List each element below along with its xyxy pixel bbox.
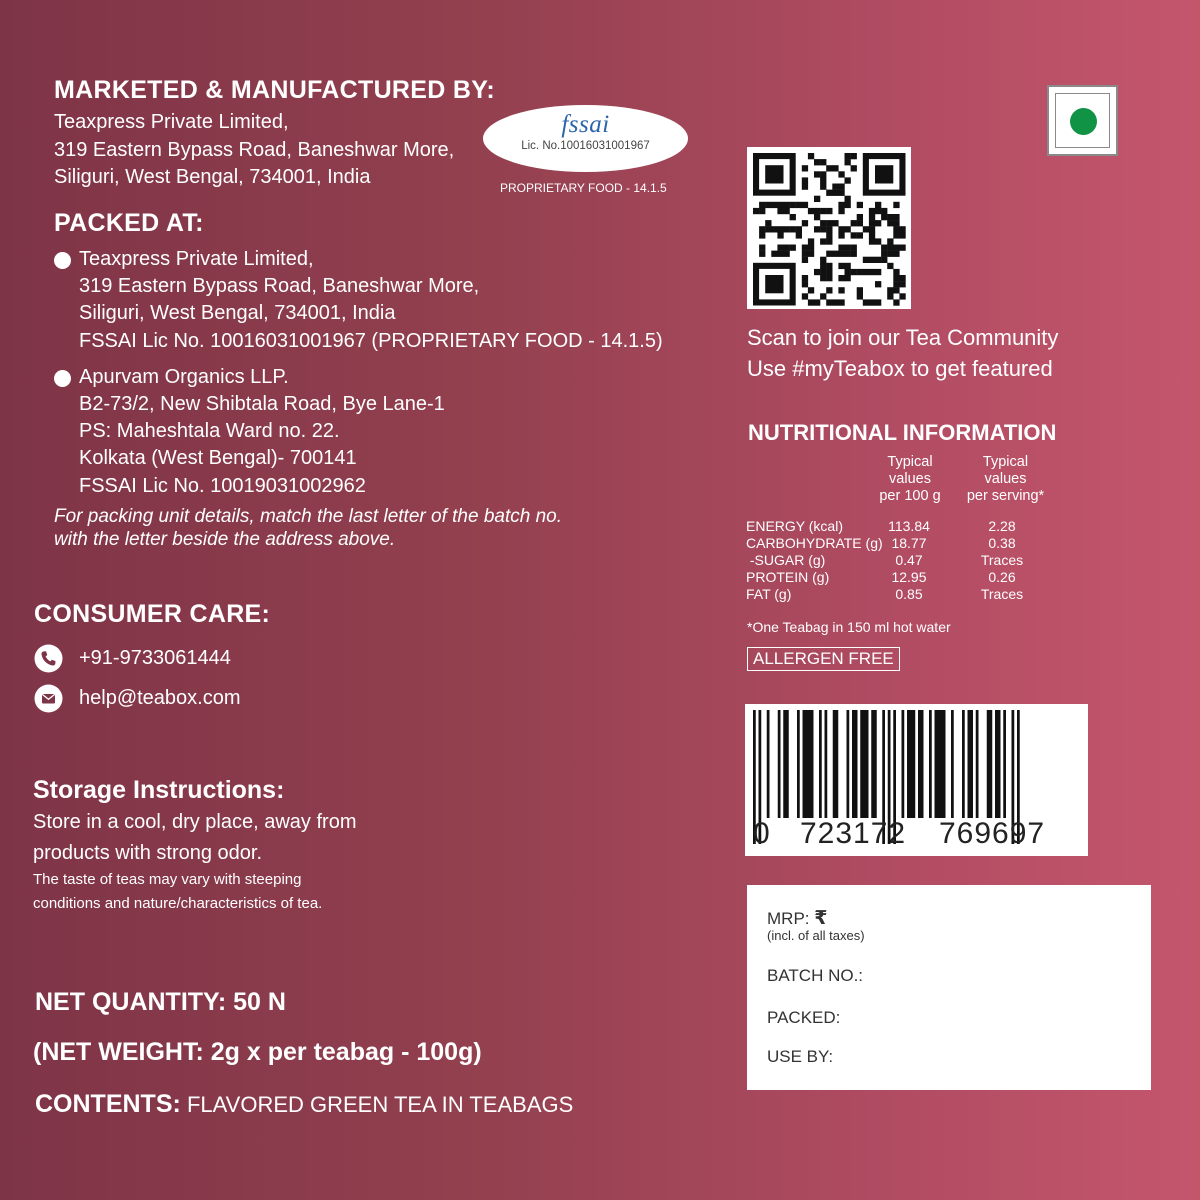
nutrition-row-label: PROTEIN (g) xyxy=(746,569,830,585)
storage-small-line: conditions and nature/characteristics of tea. xyxy=(33,895,323,912)
mrp-taxes-note: (incl. of all taxes) xyxy=(767,928,865,943)
packed-address-line: FSSAI Lic No. 10016031001967 (PROPRIETARY FOOD - 14.1.5) xyxy=(79,330,663,352)
contents xyxy=(35,1090,573,1119)
barcode-digit-lead: 0 xyxy=(753,817,770,850)
qr-code[interactable] xyxy=(747,147,911,309)
barcode-digit-group: 769697 xyxy=(939,817,1046,850)
veg-mark-icon xyxy=(1047,85,1118,156)
consumer-care-heading: CONSUMER CARE: xyxy=(34,600,271,628)
packed-address-line: Teaxpress Private Limited, xyxy=(79,248,314,270)
barcode-digit-group: 723172 xyxy=(800,817,907,850)
header-line: per serving* xyxy=(966,488,1045,504)
manufacturer-line: 319 Eastern Bypass Road, Baneshwar More, xyxy=(54,138,455,161)
nutrition-row-label: -SUGAR (g) xyxy=(746,552,826,568)
packed-address-line: Siliguri, West Bengal, 734001, India xyxy=(79,302,396,324)
nutrition-value-serving: 2.28 xyxy=(988,518,1016,534)
community-hashtag-line: Use #myTeabox to get featured xyxy=(747,356,1053,381)
contents-label: CONTENTS: xyxy=(35,1090,181,1118)
nutrition-row-label: ENERGY (kcal) xyxy=(746,518,843,534)
header-line: Typical xyxy=(887,454,933,470)
mail-icon xyxy=(34,684,63,713)
header-line: values xyxy=(889,471,931,487)
nutrition-col-serving-header xyxy=(958,454,1053,505)
nutrition-col-per100-header xyxy=(865,454,955,505)
nutrition-row-label: CARBOHYDRATE (g) xyxy=(746,535,883,551)
nutrition-value-serving: Traces xyxy=(980,586,1024,602)
nutrition-value-per100: 18.77 xyxy=(891,535,927,551)
storage-small-line: The taste of teas may vary with steeping xyxy=(33,871,302,888)
fssai-category: PROPRIETARY FOOD - 14.1.5 xyxy=(500,181,667,195)
nutrition-value-per100: 113.84 xyxy=(888,518,930,534)
net-quantity: NET QUANTITY: 50 N xyxy=(35,988,286,1016)
nutrition-value-per100: 12.95 xyxy=(891,569,927,585)
packed-address-line: Apurvam Organics LLP. xyxy=(79,366,289,388)
nutrition-value-serving: Traces xyxy=(980,552,1024,568)
packing-note: with the letter beside the address above. xyxy=(54,529,396,550)
nutrition-row-label: FAT (g) xyxy=(746,586,792,602)
fssai-logo-text: fssai xyxy=(561,111,610,138)
barcode[interactable] xyxy=(745,704,1088,856)
storage-line: Store in a cool, dry place, away from xyxy=(33,811,357,833)
manufacturer-line: Siliguri, West Bengal, 734001, India xyxy=(54,166,371,188)
packed-address-line: PS: Maheshtala Ward no. 22. xyxy=(79,420,340,442)
bullet-icon xyxy=(54,370,71,387)
header-line: Typical xyxy=(982,454,1029,470)
net-weight: (NET WEIGHT: 2g x per teabag - 100g) xyxy=(33,1038,482,1066)
batch-number-label: BATCH NO.: xyxy=(767,966,864,985)
allergen-free-badge: ALLERGEN FREE xyxy=(747,647,900,671)
mrp-label xyxy=(767,907,827,930)
packed-address-line: Kolkata (West Bengal)- 700141 xyxy=(79,447,357,469)
header-line: per 100 g xyxy=(879,488,941,504)
nutrition-value-per100: 0.85 xyxy=(895,586,923,602)
packed-date-label: PACKED: xyxy=(767,1008,841,1027)
packed-at-heading: PACKED AT: xyxy=(54,209,204,237)
veg-mark-border xyxy=(1055,93,1110,148)
manufacturer-line: Teaxpress Private Limited, xyxy=(54,111,289,133)
phone-number[interactable]: +91-9733061444 xyxy=(79,647,231,669)
manufacturer-heading: MARKETED & MANUFACTURED BY: xyxy=(54,76,495,104)
storage-line: products with strong odor. xyxy=(33,842,263,864)
phone-icon xyxy=(34,644,63,673)
packed-address-line: 319 Eastern Bypass Road, Baneshwar More, xyxy=(79,275,480,297)
header-line: values xyxy=(984,471,1027,487)
use-by-label: USE BY: xyxy=(767,1047,834,1066)
nutrition-note: *One Teabag in 150 ml hot water xyxy=(747,619,951,635)
fssai-license-number: Lic. No.10016031001967 xyxy=(521,140,650,152)
storage-heading: Storage Instructions: xyxy=(33,776,285,804)
mrp-text: MRP: xyxy=(767,909,810,928)
qr-code-graphic xyxy=(747,147,911,309)
veg-mark-dot xyxy=(1070,108,1097,135)
nutrition-title: NUTRITIONAL INFORMATION xyxy=(748,420,1057,445)
batch-info-box xyxy=(747,885,1151,1090)
nutrition-value-serving: 0.26 xyxy=(988,569,1016,585)
community-line: Scan to join our Tea Community xyxy=(747,325,1059,350)
email-address[interactable]: help@teabox.com xyxy=(79,687,241,709)
nutrition-value-serving: 0.38 xyxy=(988,535,1016,551)
contents-value: FLAVORED GREEN TEA IN TEABAGS xyxy=(180,1092,574,1117)
packed-address-line: B2-73/2, New Shibtala Road, Bye Lane-1 xyxy=(79,393,445,415)
packed-address-line: FSSAI Lic No. 10019031002962 xyxy=(79,475,366,497)
fssai-logo-badge xyxy=(483,105,688,172)
rupee-symbol: ₹ xyxy=(814,908,828,929)
bullet-icon xyxy=(54,252,71,269)
packing-note: For packing unit details, match the last letter of the batch no. xyxy=(54,506,562,527)
nutrition-value-per100: 0.47 xyxy=(895,552,923,568)
